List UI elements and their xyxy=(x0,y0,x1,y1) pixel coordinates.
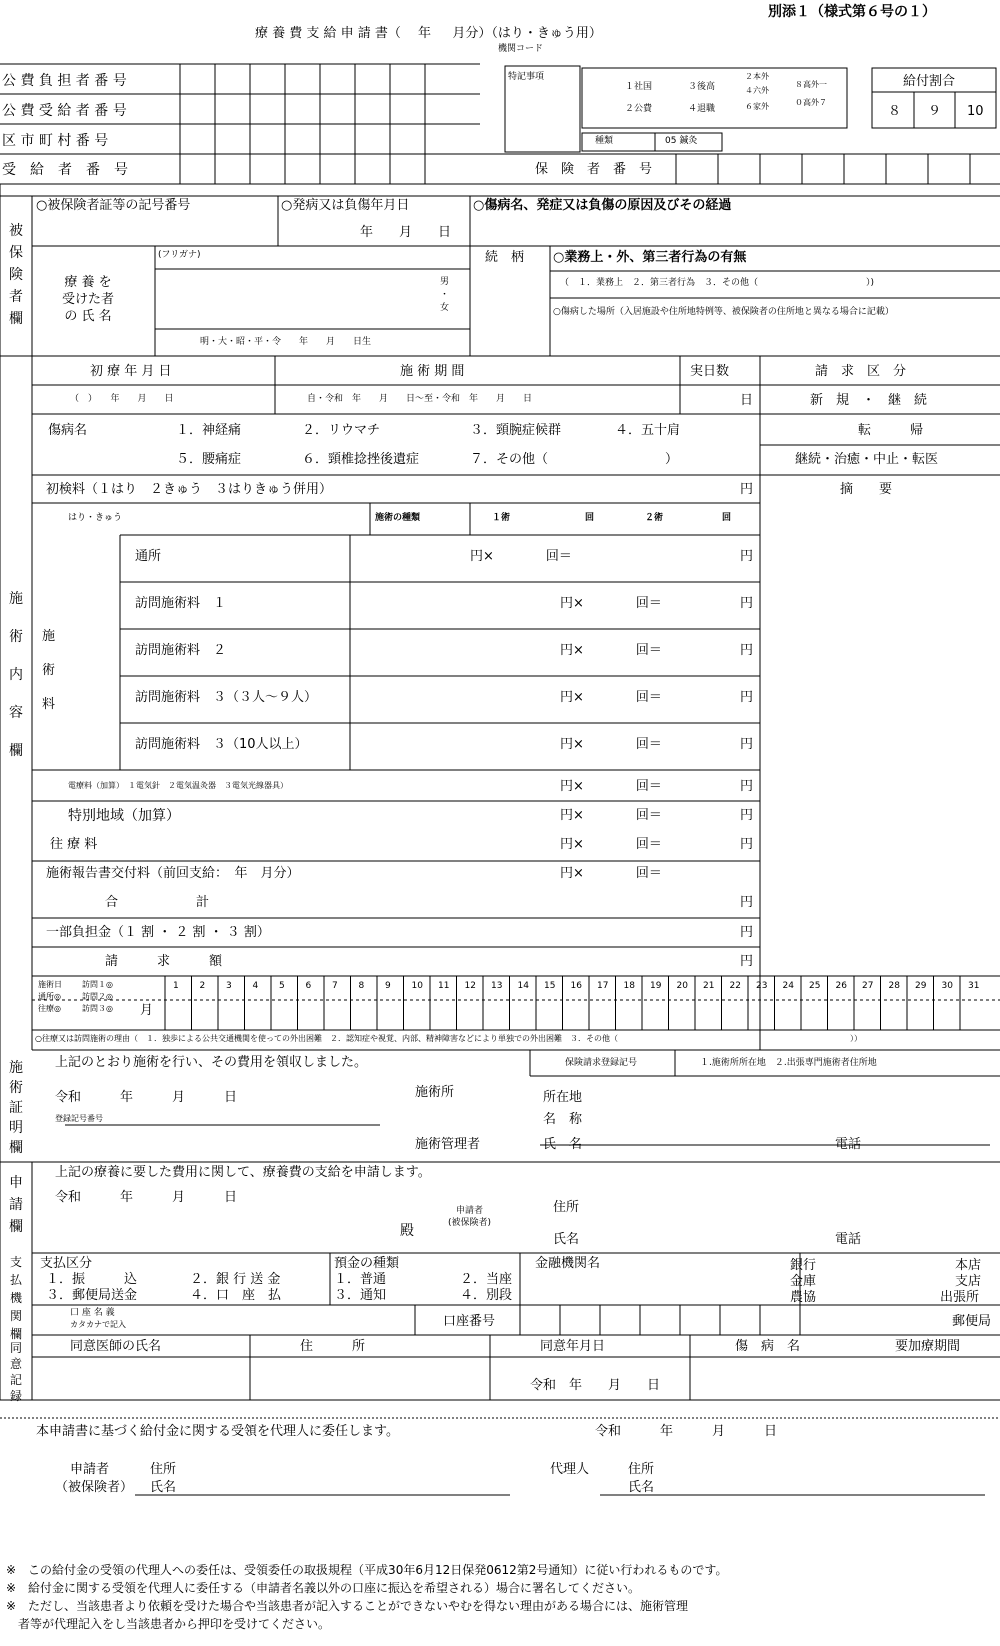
sanatorium-label: 往 療 料 xyxy=(50,837,98,852)
relation-label: 続 柄 xyxy=(485,250,525,265)
sanatorium-calc: 円× 回＝ xyxy=(560,837,662,852)
code-six-out: ４六外 xyxy=(745,86,769,95)
sex-label: 男 ・ 女 xyxy=(440,277,450,313)
cal-month: 月 xyxy=(140,1003,154,1018)
beneficiary-no-label: 受 給 者 番 号 xyxy=(2,162,128,178)
method-postal-remit[interactable]: ３．郵便局送金 xyxy=(46,1288,138,1303)
calendar-day[interactable]: 20 xyxy=(676,981,688,991)
special-notes-label: 特記事項 xyxy=(508,72,545,82)
note-3: ※ ただし、当該患者より依頼を受けた場合や当該患者が記入することができないやむを得ない理由がある場合には、施術管理 xyxy=(6,1599,689,1613)
delegate-applicant-address: 住所 xyxy=(150,1462,177,1477)
fee-row-name: 訪問施術料 １ xyxy=(135,596,227,611)
insurer-no-label: 保 険 者 番 号 xyxy=(535,162,653,177)
calendar-day[interactable]: 27 xyxy=(862,981,874,991)
form-title: 療 養 費 支 給 申 請 書（ 年 月分）（はり・きゅう用） xyxy=(255,26,602,41)
dono-label: 殿 xyxy=(400,1223,414,1239)
calendar-day[interactable]: 10 xyxy=(411,981,423,991)
electric-label: 電療料（加算） １電気針 ２電気温灸器 ３電気光線器具） xyxy=(68,781,288,790)
report-fee-calc: 円× 回＝ xyxy=(560,866,662,881)
kind-of-treatment-label: 施術の種類 xyxy=(375,513,421,523)
agent-label: 代理人 xyxy=(550,1462,590,1477)
account-ordinary[interactable]: １．普通 xyxy=(334,1272,387,1287)
disease-1[interactable]: １．神経痛 xyxy=(176,423,242,438)
payment-method-label: 支払区分 xyxy=(40,1256,93,1271)
jutsu-2-label: ２術 xyxy=(645,513,664,523)
apply-text: 上記の療養に要した費用に関して、療養費の支給を申請します。 xyxy=(55,1165,431,1180)
jutsu-1-label: １術 xyxy=(492,513,511,523)
fee-row-name: 訪問施術料 ３（10人以上） xyxy=(135,737,308,752)
proof-text: 上記のとおり施術を行い、その費用を領収しました。 xyxy=(55,1055,368,1070)
municipality-no-label: 区 市 町 村 番 号 xyxy=(2,133,109,149)
branch-branch: 支店 xyxy=(955,1274,982,1289)
calendar-day[interactable]: 5 xyxy=(279,981,285,991)
calendar-day[interactable]: 7 xyxy=(332,981,338,991)
insurance-reg-label: 保険請求登録記号 xyxy=(565,1058,638,1068)
account-no-label: 口座番号 xyxy=(443,1314,496,1329)
consent-address-label: 住 所 xyxy=(300,1339,366,1354)
benefit-ratio-label: 給付割合 xyxy=(903,74,956,89)
period-value: 自・令和 年 月 日～至・令和 年 月 日 xyxy=(307,394,533,404)
clinic-tel-label: 電話 xyxy=(835,1137,862,1152)
ratio-10: 10 xyxy=(967,104,984,119)
special-area-label: 特別地域（加算） xyxy=(68,808,180,824)
claim-values[interactable]: 新 規 ・ 継 続 xyxy=(810,393,928,408)
fee-row-name: 通所 xyxy=(135,549,162,564)
harikyu-label: はり・きゅう xyxy=(68,513,123,523)
outcome-values[interactable]: 継続・治癒・中止・転医 xyxy=(795,452,939,467)
calendar-day[interactable]: 31 xyxy=(968,981,980,991)
institution-code-label: 機関コード xyxy=(498,44,544,54)
calendar-day[interactable]: 26 xyxy=(835,981,847,991)
calendar-day[interactable]: 21 xyxy=(703,981,715,991)
total-label: 合 計 xyxy=(105,895,210,910)
bank-name-label: 金融機関名 xyxy=(535,1256,601,1271)
method-bank-remit[interactable]: ２．銀 行 送 金 xyxy=(190,1272,281,1287)
onset-date-label: ○発病又は負傷年月日 xyxy=(281,198,410,213)
electric-calc: 円× 回＝ xyxy=(560,779,662,794)
code-elderly-7: ０高外７ xyxy=(795,98,827,107)
calendar-day[interactable]: 16 xyxy=(570,981,582,991)
delegate-applicant-name: 氏名 xyxy=(150,1480,177,1495)
clinic-name-label: 名 称 xyxy=(543,1112,583,1127)
fee-row-yen: 円 xyxy=(740,737,754,752)
jutsu-1-kai: 回 xyxy=(585,513,595,523)
cal-visit3: 訪問３◎ xyxy=(82,1004,113,1013)
disease-5[interactable]: ５．腰痛症 xyxy=(176,452,242,467)
calendar-day[interactable]: 30 xyxy=(941,981,953,991)
birth-eras: 明・大・昭・平・令 年 月 日生 xyxy=(200,337,372,347)
visit-reason: ○往療又は訪問施術の理由（ １．独歩による公共交通機関を使っての外出困難 ２．認知症や視覚、内部、精神障害などにより単独での外出困難 ３．その他（ ）） xyxy=(35,1034,862,1043)
code-2: ２公費 xyxy=(625,104,653,114)
fee-row-calc: 円× 回＝ xyxy=(560,737,662,752)
cal-commute: 通所◎ xyxy=(38,992,61,1001)
copay-yen: 円 xyxy=(740,925,754,940)
account-holder-label: 口 座 名 義 xyxy=(70,1308,115,1318)
applicant-tel-label: 電話 xyxy=(835,1232,862,1247)
calendar-day[interactable]: 15 xyxy=(544,981,556,991)
note-2: ※ 給付金に関する受領を代理人に委任する（申請者名義以外の口座に振込を希望される）場合に署名してください。 xyxy=(6,1581,641,1595)
clinic-label: 施術所 xyxy=(415,1085,455,1100)
jutsu-2-kai: 回 xyxy=(722,513,732,523)
consent-disease-label: 傷 病 名 xyxy=(735,1339,801,1354)
qualification-label: ○被保険者証等の記号番号 xyxy=(36,198,191,213)
registration-no-label: 登録記号番号 xyxy=(55,1114,103,1123)
work-options: （ １．業務上 ２．第三者行為 ３．その他（ ）) xyxy=(560,278,875,288)
account-notice[interactable]: ３．通知 xyxy=(334,1288,387,1303)
manager-label: 施術管理者 xyxy=(415,1137,481,1152)
delegate-date: 令和 年 月 日 xyxy=(595,1424,778,1439)
cal-treat-day: 施術日 xyxy=(38,980,62,989)
calendar-day[interactable]: 1 xyxy=(173,981,179,991)
first-date-value: （ ） 年 月 日 xyxy=(70,394,174,404)
public-recipient-no-label: 公 費 受 給 者 番 号 xyxy=(2,103,127,119)
initial-fee-label: 初検料（１はり ２きゅう ３はりきゅう併用） xyxy=(46,482,333,497)
account-current[interactable]: ２．当座 xyxy=(460,1272,513,1287)
note-1: ※ この給付金の受領の代理人への委任は、受領委任の取扱規程（平成30年6月12日保発0612第2号通知）に従い行われるものです。 xyxy=(6,1563,728,1577)
code-4: ４退職 xyxy=(688,104,716,114)
public-burden-no-label: 公 費 負 担 者 番 号 xyxy=(2,73,127,89)
disease-label: 傷病名 xyxy=(48,423,88,438)
calendar-day[interactable]: 8 xyxy=(358,981,365,991)
annex-label: 別添１（様式第６号の１） xyxy=(768,4,936,20)
consent-side-label: 同意記録 xyxy=(9,1341,22,1403)
disease-7[interactable]: ７．その他（ ） xyxy=(470,452,679,467)
calendar-day[interactable]: 14 xyxy=(517,981,529,991)
special-area-calc: 円× 回＝ xyxy=(560,808,662,823)
sanatorium-yen: 円 xyxy=(740,837,754,852)
work-related-label: ○業務上・外、第三者行為の有無 xyxy=(553,250,747,265)
agent-name-label: 氏名 xyxy=(628,1480,655,1495)
calendar-day[interactable]: 6 xyxy=(305,981,312,991)
ratio-9: ９ xyxy=(928,104,942,119)
calendar-day[interactable]: 4 xyxy=(252,981,259,991)
fee-side-label: 施 術 料 xyxy=(42,629,56,712)
calendar-day[interactable]: 12 xyxy=(464,981,476,991)
calendar-day[interactable]: 22 xyxy=(729,981,741,991)
calendar-day[interactable]: 17 xyxy=(597,981,609,991)
consent-date-label: 同意年月日 xyxy=(540,1339,606,1354)
delegate-text: 本申請書に基づく給付金に関する受領を代理人に委任します。 xyxy=(36,1424,399,1439)
branch-head: 本店 xyxy=(955,1258,982,1273)
apply-date: 令和 年 月 日 xyxy=(55,1190,238,1205)
cal-visit1: 訪問１◎ xyxy=(82,980,113,989)
calendar-day[interactable]: 25 xyxy=(809,981,821,991)
fee-row-yen: 円 xyxy=(740,643,754,658)
agent-address-label: 住所 xyxy=(628,1462,655,1477)
applicant-label: 申請者 (被保険者) xyxy=(448,1206,492,1228)
copay-label: 一部負担金（１ 割 ・ ２ 割 ・ ３ 割） xyxy=(46,925,270,940)
proof-side-label: 施術証明欄 xyxy=(9,1060,23,1156)
disease-4[interactable]: ４．五十肩 xyxy=(615,423,681,438)
calendar-day[interactable]: 28 xyxy=(888,981,900,991)
code-elderly-1: ８高外一 xyxy=(795,80,827,89)
code-1: １社国 xyxy=(625,82,653,92)
report-fee-label: 施術報告書交付料（前回支給： 年 月分） xyxy=(46,866,300,881)
branch-office: 出張所 xyxy=(940,1290,980,1305)
account-special[interactable]: ４．別段 xyxy=(460,1288,513,1303)
account-holder-note: カタカナで記入 xyxy=(70,1320,126,1329)
calendar-day[interactable]: 2 xyxy=(199,981,206,991)
clinic-address-options: １.施術所所在地 ２.出張専門施術者住所地 xyxy=(700,1058,877,1068)
account-type-label: 預金の種類 xyxy=(334,1256,400,1271)
furigana-label: (フリガナ) xyxy=(158,250,201,260)
patient-name-label: 療 養 を 受けた者 の 氏 名 xyxy=(62,275,115,324)
post-office-label: 郵便局 xyxy=(952,1314,992,1329)
calendar-day[interactable]: 18 xyxy=(623,981,635,991)
calendar-day[interactable]: 24 xyxy=(782,981,794,991)
disease-2[interactable]: ２．リウマチ xyxy=(302,423,381,438)
claim-amount-label: 請 求 額 xyxy=(105,954,223,969)
kind-value: 05 鍼灸 xyxy=(665,136,698,146)
patient-name-field[interactable] xyxy=(175,275,435,325)
cal-visit-treat: 往療◎ xyxy=(38,1004,61,1013)
fee-row-name: 訪問施術料 ３（３人～９人） xyxy=(135,690,318,705)
calendar-day[interactable]: 29 xyxy=(915,981,927,991)
bank-kind-shinkin: 金庫 xyxy=(790,1274,817,1289)
insured-side-label: 被保険者欄 xyxy=(9,223,23,327)
clinic-address-label: 所在地 xyxy=(543,1090,583,1105)
fee-row-name: 訪問施術料 ２ xyxy=(135,643,227,658)
applicant-name-label: 氏名 xyxy=(553,1232,580,1247)
bank-kind-bank: 銀行 xyxy=(790,1258,817,1273)
fee-row-calc: 円× 回＝ xyxy=(560,596,662,611)
kind-label: 種類 xyxy=(595,136,614,146)
disease-3[interactable]: ３．頸腕症候群 xyxy=(470,423,562,438)
proof-date: 令和 年 月 日 xyxy=(55,1090,238,1105)
code-main-out: ２本外 xyxy=(745,72,769,81)
apply-side-label: 申請欄 xyxy=(9,1175,23,1235)
fee-row-yen: 円 xyxy=(740,549,754,564)
electric-yen: 円 xyxy=(740,779,754,794)
calendar-day[interactable]: 19 xyxy=(650,981,662,991)
calendar-day[interactable]: 11 xyxy=(438,981,450,991)
calendar-day[interactable]: 3 xyxy=(226,981,232,991)
claim-amount-yen: 円 xyxy=(740,954,754,969)
period-label: 施 術 期 間 xyxy=(400,364,465,379)
method-account[interactable]: ４．口 座 払 xyxy=(190,1288,282,1303)
calendar-day[interactable]: 23 xyxy=(756,981,768,991)
manager-name-label: 氏 名 xyxy=(543,1137,583,1152)
fee-row-calc: 円× 回＝ xyxy=(470,549,572,564)
cal-visit2: 訪問２◎ xyxy=(82,992,113,1001)
special-area-yen: 円 xyxy=(740,808,754,823)
total-yen: 円 xyxy=(740,895,754,910)
fee-row-yen: 円 xyxy=(740,596,754,611)
method-transfer[interactable]: １．振 込 xyxy=(46,1272,138,1287)
first-date-label: 初 療 年 月 日 xyxy=(90,364,172,379)
claim-type-label: 請 求 区 分 xyxy=(815,364,907,379)
consent-doctor-label: 同意医師の氏名 xyxy=(70,1339,162,1354)
calendar-day[interactable]: 9 xyxy=(385,981,391,991)
note-4: 者等が代理記入をし当該患者から押印を受けてください。 xyxy=(6,1617,331,1631)
treatment-side-label: 施術内容欄 xyxy=(9,591,23,759)
fee-row-calc: 円× 回＝ xyxy=(560,690,662,705)
bank-kind-agri: 農協 xyxy=(790,1290,817,1305)
disease-6[interactable]: ６．頸椎捻挫後遺症 xyxy=(302,452,420,467)
onset-date-ymd: 年 月 日 xyxy=(360,225,452,240)
initial-fee-yen: 円 xyxy=(740,482,754,497)
consent-date-value: 令和 年 月 日 xyxy=(530,1378,661,1393)
fee-row-yen: 円 xyxy=(740,690,754,705)
days-label: 実日数 xyxy=(690,364,730,379)
outcome-label: 転 帰 xyxy=(858,423,924,438)
applicant-address-label: 住所 xyxy=(553,1200,580,1215)
delegate-insured-label: （被保険者） xyxy=(55,1480,134,1495)
days-unit: 日 xyxy=(740,393,754,408)
code-3: ３後高 xyxy=(688,82,716,92)
consent-period-label: 要加療期間 xyxy=(895,1339,961,1354)
code-family-out: ６家外 xyxy=(745,102,769,111)
calendar-day[interactable]: 13 xyxy=(491,981,503,991)
ratio-8: ８ xyxy=(888,104,902,119)
injury-cause-label: ○傷病名、発症又は負傷の原因及びその経過 xyxy=(473,198,732,213)
delegate-applicant-label: 申請者 xyxy=(70,1462,110,1477)
bank-side-label: 支払機関欄 xyxy=(9,1255,22,1341)
injury-place-label: ○傷病した場所（入居施設や住所地特例等、被保険者の住所地と異なる場合に記載） xyxy=(553,307,894,317)
summary-label: 摘 要 xyxy=(840,482,893,497)
fee-row-calc: 円× 回＝ xyxy=(560,643,662,658)
